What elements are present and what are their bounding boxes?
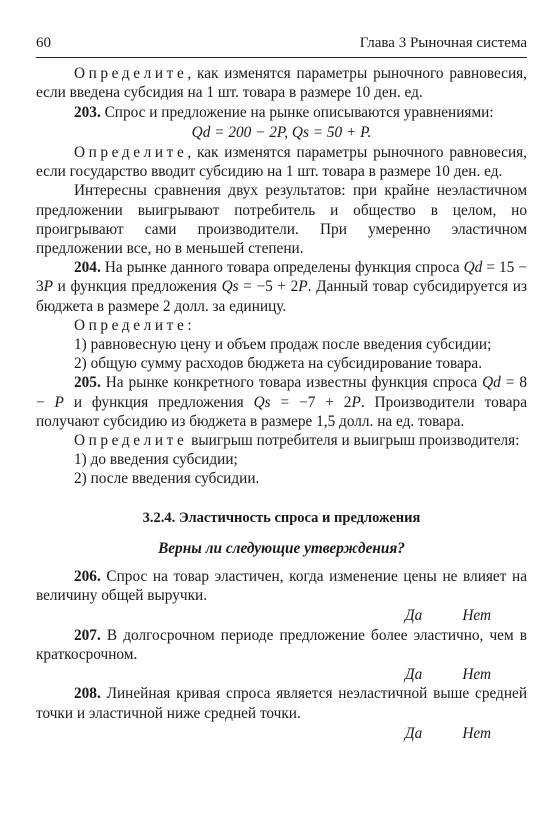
answer-options xyxy=(36,606,527,625)
problem-text: . Данный товар субсидируется из бюджета в размере 2 долл. за единицу. xyxy=(36,278,527,315)
problem-205 xyxy=(36,373,527,431)
list-item: 1) до введения субсидии; xyxy=(74,451,238,469)
problem-number: 207. xyxy=(74,626,101,644)
variable: Qd xyxy=(482,374,501,392)
paragraph-determine-1 xyxy=(36,64,527,102)
formula: Qd = 200 − 2P, Qs = 50 + P. xyxy=(191,123,372,141)
list-item: 2) после введения субсидии. xyxy=(74,470,260,488)
variable: Qs xyxy=(221,278,239,296)
answer-yes: Да xyxy=(404,724,423,742)
problem-number: 205. xyxy=(74,374,101,392)
variable: Qs xyxy=(253,393,271,411)
subheading: Верны ли следующие утверждения? xyxy=(158,539,405,557)
running-title: Глава 3 Рыночная система xyxy=(359,35,527,51)
problem-number: 204. xyxy=(74,259,101,277)
answer-no: Нет xyxy=(462,607,491,625)
problem-text: и функция предложения xyxy=(63,393,254,411)
problem-text: На рынке конкретного товара известны функция спроса xyxy=(105,374,483,392)
problem-text: и функция предложения xyxy=(53,278,222,296)
problem-text: Линейная кривая спроса является неэластичной выше средней точки и эластичной ниже средней точки. xyxy=(36,685,528,722)
problem-text: Спрос и предложение на рынке описываются уравнениями: xyxy=(104,103,494,121)
problem-text: = 15 − 3 xyxy=(36,259,527,296)
list-item: 2) общую сумму расходов бюджета на субсидирование товара. xyxy=(74,355,483,373)
problem-number: 208. xyxy=(74,685,101,703)
spaced-word: Определите xyxy=(74,65,188,83)
page-header xyxy=(36,34,527,58)
spaced-word: Определите xyxy=(74,144,188,162)
page-number: 60 xyxy=(36,35,51,51)
determine-label xyxy=(36,316,527,335)
paragraph-text: , как изменятся параметры рыночного равновесия, если введена субсидия на 1 шт. товара в размере 10 ден. ед. xyxy=(36,65,527,102)
list-item: 1) равновесную цену и объем продаж после введения субсидии; xyxy=(74,336,492,354)
answer-options xyxy=(36,724,527,743)
variable: P xyxy=(54,393,64,411)
paragraph-determine-2 xyxy=(36,143,527,181)
answer-options xyxy=(36,665,527,684)
answer-yes: Да xyxy=(404,666,423,684)
answer-yes: Да xyxy=(404,607,423,625)
problem-206 xyxy=(36,567,527,605)
problem-number: 206. xyxy=(74,568,101,586)
problem-text: Спрос на товар эластичен, когда изменение цены не влияет на величину общей выручки. xyxy=(36,568,527,605)
problem-204 xyxy=(36,258,527,316)
variable: Qd xyxy=(463,259,483,277)
problem-text: = 8 − xyxy=(36,374,527,411)
answer-no: Нет xyxy=(462,666,491,684)
paragraph-text: , как изменятся параметры рыночного равновесия, если государство вводит субсидию на 1 шт. товара в размере 10 ден. ед. xyxy=(36,144,527,181)
problem-207 xyxy=(36,626,527,664)
problem-203 xyxy=(36,103,527,122)
section-heading: 3.2.4. Эластичность спроса и предложения xyxy=(142,509,421,526)
paragraph-text: выигрыш потребителя и выигрыш производителя: xyxy=(187,432,520,450)
paragraph-comparison: Интересны сравнения двух результатов: при крайне неэластичном предложении выигрывают потребитель и общество в целом, но проигрывают сами производители. При умеренно эластичном предложении все, но в меньшей степени. xyxy=(36,182,527,258)
problem-text: В долгосрочном периоде предложение более эластично, чем в краткосрочном. xyxy=(36,626,528,663)
problem-text: На рынке данного товара определены функция спроса xyxy=(104,259,464,277)
answer-no: Нет xyxy=(462,724,491,742)
problem-number: 203. xyxy=(74,103,101,121)
variable: P xyxy=(351,393,361,411)
paragraph-determine-3 xyxy=(36,431,527,450)
problem-208 xyxy=(36,684,527,722)
problem-text: = −5 + 2 xyxy=(238,278,299,296)
spaced-word: Определите: xyxy=(74,316,196,334)
variable: P xyxy=(43,278,54,296)
spaced-word: Определите xyxy=(74,432,188,450)
problem-text: = −7 + 2 xyxy=(270,393,352,411)
variable: P xyxy=(298,278,308,296)
problem-text: . Производители товара получают субсидию из бюджета в размере 1,5 долл. на ед. товара. xyxy=(36,393,528,430)
